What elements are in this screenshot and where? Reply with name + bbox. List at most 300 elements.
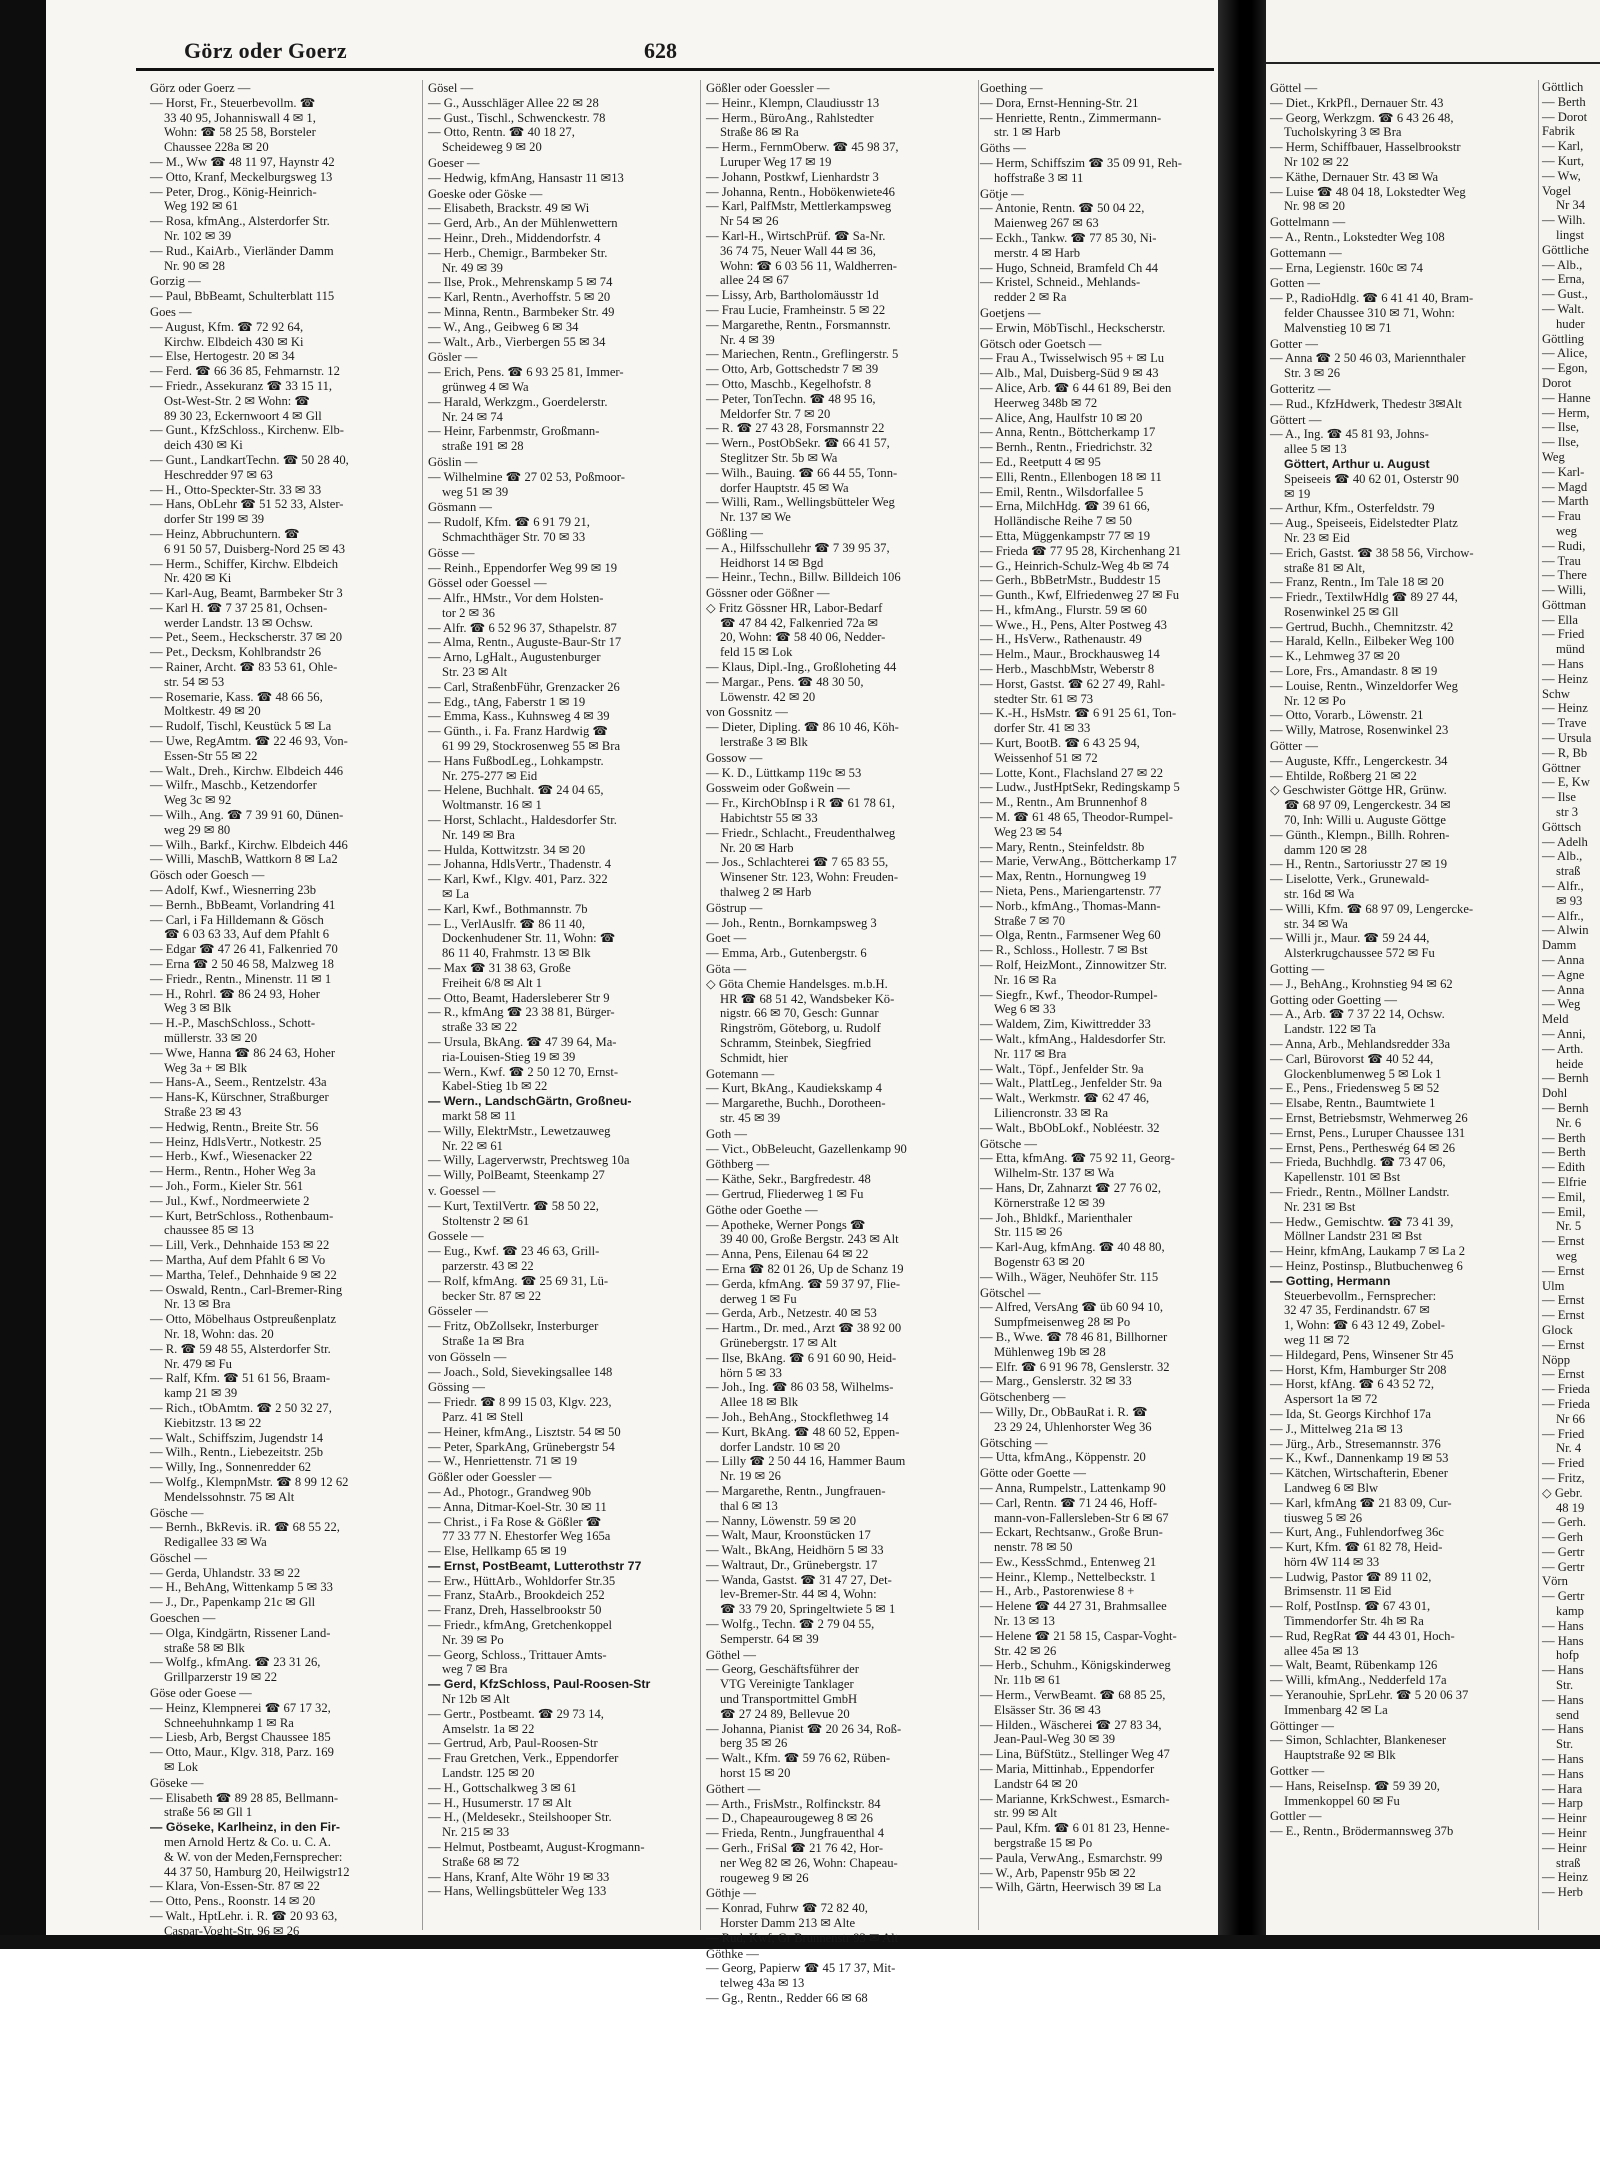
directory-line: Götsch oder Goetsch — — [980, 336, 1102, 351]
page-gutter — [1218, 0, 1266, 1945]
directory-line: — H., Otto-Speckter-Str. 33 ✉ 33 — [150, 482, 322, 497]
directory-line: — Dorot — [1542, 109, 1588, 124]
directory-line: ner Weg 82 ✉ 26, Wohn: Chapeau- — [720, 1855, 898, 1870]
directory-line: Straße 86 ✉ Ra — [720, 125, 799, 140]
directory-line: — Eug., Kwf. ☎ 23 46 63, Grill- — [428, 1244, 600, 1259]
directory-line: Göstrup — — [706, 900, 763, 915]
directory-line: — Rolf, HeizMont., Zinnowitzer Str. — [980, 958, 1167, 973]
directory-line: — Kristel, Schneid., Mehlands- — [980, 275, 1141, 290]
directory-line: berg 35 ✉ 26 — [720, 1736, 788, 1751]
directory-line: — Adelh — [1542, 834, 1588, 849]
directory-line: Immenbarg 42 ✉ La — [1284, 1702, 1388, 1717]
directory-line: 33 40 95, Johanniswall 4 ✉ 1, — [164, 110, 316, 125]
directory-line: Schmachthäger Str. 70 ✉ 33 — [442, 529, 586, 544]
directory-line: — Frau A., Twisselwisch 95 + ✉ Lu — [980, 351, 1165, 366]
directory-line: — Otto, Maschb., Kegelhofstr. 8 — [706, 376, 872, 391]
directory-line: — Joh., Rentn., Bornkampsweg 3 — [706, 915, 877, 930]
directory-line: — Elisabeth ☎ 89 28 85, Bellmann- — [150, 1790, 339, 1805]
directory-line: — Hans — [1542, 1618, 1584, 1633]
directory-line: — Joh., Ing. ☎ 86 03 58, Wilhelms- — [706, 1380, 894, 1395]
directory-line: Malvenstieg 10 ✉ 71 — [1284, 320, 1392, 335]
directory-line: grünweg 4 ✉ Wa — [442, 379, 529, 394]
directory-line: Gösch oder Goesch — — [150, 868, 265, 883]
directory-line: — Helene ☎ 44 27 31, Brahmsallee — [980, 1599, 1167, 1614]
directory-line: Essen-Str 55 ✉ 22 — [164, 748, 258, 763]
directory-line: — Wilfr., Maschb., Ketzendorfer — [150, 778, 317, 793]
directory-line: — Emil, — [1542, 1189, 1586, 1204]
directory-line: — Klara, Von-Essen-Str. 87 ✉ 22 — [150, 1879, 320, 1894]
directory-line: telweg 43a ✉ 13 — [720, 1976, 805, 1991]
directory-line: — Otto, Möbelhaus Ostpreußenplatz — [150, 1312, 337, 1327]
directory-line: Gotteritz — — [1270, 381, 1331, 396]
directory-line: — Göseke, Karlheinz, in den Fir- — [150, 1820, 341, 1835]
directory-line: — A., Hilfsschullehr ☎ 7 39 95 37, — [706, 540, 890, 555]
directory-line: Fabrik — [1542, 124, 1575, 139]
directory-line: — Paul, Kfm. ☎ 6 01 81 23, Henne- — [980, 1821, 1170, 1836]
page-number: 628 — [644, 38, 677, 63]
directory-line: nigstr. 66 ✉ 70, Gesch: Gunnar — [720, 1006, 879, 1021]
directory-line: — Helene ☎ 21 58 15, Caspar-Voght- — [980, 1628, 1177, 1643]
directory-line: — Kurt, BkAng., Kaudiekskamp 4 — [706, 1081, 882, 1096]
directory-line: — Edg., tAng, Faberstr 1 ✉ 19 — [428, 694, 586, 709]
directory-line: — A., Rentn., Lokstedter Weg 108 — [1270, 229, 1445, 244]
directory-line: — Herm., Schiffer, Kirchw. Elbdeich — [150, 556, 338, 571]
directory-line: Möllner Landstr 231 ✉ Bst — [1284, 1229, 1422, 1244]
directory-line: Chaussee 228a ✉ 20 — [164, 140, 269, 155]
directory-line: Gösmann — — [428, 500, 493, 515]
directory-line: — Helene, Buchhalt. ☎ 24 04 65, — [428, 783, 604, 798]
directory-line: — R., kfmAng ☎ 23 38 81, Bürger- — [428, 1005, 615, 1020]
directory-line: Gorzig — — [150, 274, 201, 289]
directory-line: — Hedwig, Rentn., Breite Str. 56 — [150, 1119, 319, 1134]
directory-line: — Heinr., Techn., Billw. Billdeich 106 — [706, 570, 901, 585]
directory-line: — Liselotte, Verk., Grunewald- — [1270, 872, 1430, 887]
directory-line: — Arthur, Kfm., Osterfeldstr. 79 — [1270, 501, 1435, 516]
directory-line: — Ernst — [1542, 1234, 1585, 1249]
directory-line: — Pet., Decksm, Kohlbrandstr 26 — [150, 645, 322, 660]
directory-line: — Heinz, HdlsVertr., Notkestr. 25 — [150, 1134, 322, 1149]
directory-line: ◇ Gebr. — [1542, 1485, 1583, 1500]
directory-line: Nr 54 ✉ 26 — [720, 214, 779, 229]
directory-line: Caspar-Voght-Str. 96 ✉ 26 — [164, 1923, 300, 1938]
directory-line: — Heiner, kfmAng., Lisztstr. 54 ✉ 50 — [428, 1424, 621, 1439]
directory-line: — Hans-A., Seem., Rentzelstr. 43a — [150, 1075, 327, 1090]
directory-line: — Herm., Rentn., Hoher Weg 3a — [150, 1164, 316, 1179]
directory-line: — Otto, Maur., Klgv. 318, Parz. 169 — [150, 1745, 334, 1760]
directory-line: — Louise, Rentn., Winzeldorfer Weg — [1270, 678, 1458, 693]
directory-line: Nr. 24 ✉ 74 — [442, 409, 503, 424]
directory-line: — Kurt, Ang., Fuhlendorfweg 36c — [1270, 1525, 1444, 1540]
directory-line: — Gunth., Kwf, Elfriedenweg 27 ✉ Fu — [980, 588, 1180, 603]
directory-line: — Waltraut, Dr., Grünebergstr. 17 — [706, 1557, 878, 1572]
directory-line: — Gertr — [1542, 1544, 1585, 1559]
directory-line: Weg 6 ✉ 33 — [994, 1002, 1056, 1017]
directory-line: hörn 5 ✉ 33 — [720, 1365, 782, 1380]
directory-line: Holländische Reihe 7 ✉ 50 — [994, 514, 1132, 529]
directory-line: 48 19 — [1556, 1500, 1585, 1515]
column-rule — [1538, 80, 1539, 1930]
directory-line: Gößler oder Goessler — — [428, 1470, 552, 1485]
directory-line: — Alb., — [1542, 849, 1583, 864]
directory-line: — Horst, Kfm, Hamburger Str 208 — [1270, 1362, 1447, 1377]
directory-line: — Hans — [1542, 1722, 1584, 1737]
directory-line: — Margarethe, Buchh., Dorotheen- — [706, 1096, 886, 1111]
directory-line: — Willy, Lagerverwstr, Prechtsweg 10a — [428, 1153, 630, 1168]
directory-line: Meldorfer Str. 7 ✉ 20 — [720, 406, 831, 421]
directory-line: — Kurt, Kfm. ☎ 61 82 78, Heid- — [1270, 1540, 1443, 1555]
directory-line: Str. — [1556, 1737, 1574, 1752]
page-header — [136, 34, 1214, 71]
directory-line: weg 11 ✉ 72 — [1284, 1332, 1350, 1347]
directory-line: — Bernh — [1542, 1100, 1589, 1115]
directory-line: Nr 34 — [1556, 198, 1586, 213]
directory-line: Nr 102 ✉ 22 — [1284, 154, 1349, 169]
directory-line: — Bernh — [1542, 1071, 1589, 1086]
directory-line: Nr. 420 ✉ Ki — [164, 571, 232, 586]
directory-line: ✉ La — [442, 887, 469, 902]
directory-line: — Erna ☎ 2 50 46 58, Malzweg 18 — [150, 957, 334, 972]
directory-line: markt 58 ✉ 11 — [442, 1108, 517, 1123]
directory-line: Göttel — — [1270, 81, 1318, 95]
directory-line: Göttert — — [1270, 412, 1322, 427]
directory-line: — Martha, Auf dem Pfahlt 6 ✉ Vo — [150, 1252, 326, 1267]
directory-line: 86 11 40, Frahmstr. 13 ✉ Blk — [442, 946, 591, 961]
directory-line: — Walt., HptLehr. i. R. ☎ 20 93 63, — [150, 1909, 338, 1924]
directory-line: Glockenblumenweg 5 ✉ Lok 1 — [1284, 1066, 1442, 1081]
directory-line: — Hans — [1542, 1633, 1584, 1648]
directory-line: — Alice, Arb. ☎ 6 44 61 89, Bei den — [980, 380, 1172, 395]
directory-line: dorfer Hauptstr. 45 ✉ Wa — [720, 480, 849, 495]
directory-line: — Wilh, Gärtn, Heerwisch 39 ✉ La — [980, 1880, 1162, 1895]
directory-line: ◇ Fritz Gössner HR, Labor-Bedarf — [706, 600, 883, 615]
directory-line: — Elsabe, Rentn., Baumtwiete 1 — [1270, 1096, 1436, 1111]
directory-line: — Ernst, Pens., Pertheswég 64 ✉ 26 — [1270, 1140, 1456, 1155]
directory-line: — Johanna, Rentn., Hobökenwiete46 — [706, 184, 895, 199]
directory-line: Goetjens — — [980, 305, 1041, 320]
directory-line: — Johanna, Pianist ☎ 20 26 34, Roß- — [706, 1721, 902, 1736]
directory-line: — Arth., FrisMstr., Rolfinckstr. 84 — [706, 1796, 881, 1811]
directory-line: Nr. 275-277 ✉ Eid — [442, 768, 538, 783]
directory-line: Göttsch — [1542, 819, 1582, 834]
directory-line: — Anna — [1542, 953, 1585, 968]
directory-line: — Johanna, HdlsVertr., Thadenstr. 4 — [428, 857, 612, 872]
directory-line: Gössel oder Goessel — — [428, 576, 547, 591]
directory-line: Nr. 23 ✉ Eid — [1284, 530, 1350, 545]
directory-line: Grünebergstr. 17 ✉ Alt — [720, 1335, 837, 1350]
directory-line: — Alice, — [1542, 346, 1588, 361]
directory-line: — Diet., KrkPfl., Dernauer Str. 43 — [1270, 95, 1444, 110]
directory-line: Luruper Weg 17 ✉ 19 — [720, 154, 832, 169]
directory-line: — Emil, Rentn., Wilsdorfallee 5 — [980, 484, 1144, 499]
directory-line: — R. ☎ 27 43 28, Forsmannstr 22 — [706, 421, 885, 436]
directory-line: — Anna, Arb., Mehlandsredder 33a — [1270, 1037, 1451, 1051]
directory-line: Gotting — — [1270, 962, 1325, 977]
directory-line: Weg 3c ✉ 92 — [164, 793, 232, 808]
directory-line: — Willy, ElektrMstr., Lewetzauweg — [428, 1123, 611, 1138]
directory-line: — Alma, Rentn., Auguste-Baur-Str 17 — [428, 635, 622, 650]
column-rule — [978, 80, 979, 1930]
directory-line: — Peter, SparkAng, Grünebergstr 54 — [428, 1439, 615, 1454]
directory-line: Moltkestr. 49 ✉ 20 — [164, 704, 261, 719]
directory-line: Sumpfmeisenweg 28 ✉ Po — [994, 1315, 1131, 1330]
directory-line: men Arnold Hertz & Co. u. C. A. — [164, 1835, 331, 1850]
directory-line: allee 45a ✉ 13 — [1284, 1643, 1359, 1658]
directory-line: — Fritz, — [1542, 1470, 1585, 1485]
directory-line: — Käthe, Dernauer Str. 43 ✉ Wa — [1270, 169, 1439, 184]
directory-line: — Herm., BüroAng., Rahlstedter — [706, 110, 874, 125]
directory-line: ☎ 6 03 63 33, Auf dem Pfahlt 6 — [164, 927, 330, 942]
directory-line: — Walt., PlattLeg., Jenfelder Str. 9a — [980, 1076, 1163, 1091]
directory-line: Vörn — [1542, 1574, 1568, 1589]
directory-line: — Karl, Kwf., Bothmannstr. 7b — [428, 901, 588, 916]
directory-line: — M., Ww ☎ 48 11 97, Haynstr 42 — [150, 154, 335, 169]
directory-line: — Wolfg., kfmAng. ☎ 23 31 26, — [150, 1655, 321, 1670]
directory-line: tiusweg 5 ✉ 26 — [1284, 1510, 1363, 1525]
directory-line: 23 29 24, Uhlenhorster Weg 36 — [994, 1419, 1152, 1434]
directory-line: — Frieda — [1542, 1396, 1590, 1411]
directory-line: Habichtstr 55 ✉ 33 — [720, 811, 818, 826]
directory-line: — Karl, kfmAng ☎ 21 83 09, Cur- — [1270, 1495, 1452, 1510]
directory-line: — Adolf, Kwf., Wiesnerring 23b — [150, 883, 317, 898]
directory-line: — Olga, Rentn., Farmsener Weg 60 — [980, 928, 1161, 943]
directory-line: — Rudolf, Tischl, Keustück 5 ✉ La — [150, 719, 332, 734]
directory-line: — Gertr., Postbeamt. ☎ 29 73 14, — [428, 1706, 604, 1721]
directory-line: becker Str. 87 ✉ 22 — [442, 1288, 542, 1303]
directory-line: — Gerda, Uhlandstr. 33 ✉ 22 — [150, 1565, 301, 1580]
directory-line: — Georg, Papierw ☎ 45 17 37, Mit- — [706, 1961, 896, 1976]
directory-line: Göse oder Goese — — [150, 1686, 252, 1701]
directory-line: — Ludw., JustHptSekr, Redingskamp 5 — [980, 780, 1180, 795]
directory-line: Mühlenweg 19b ✉ 28 — [994, 1344, 1106, 1359]
directory-line: lerstraße 3 ✉ Blk — [720, 735, 808, 750]
directory-line: — J., Mittelweg 21a ✉ 13 — [1270, 1421, 1403, 1436]
directory-line: Gösche — — [150, 1505, 204, 1520]
directory-line: Götte oder Goette — — [980, 1466, 1086, 1481]
directory-line: — Karl, PalfMstr, Mettlerkampsweg — [706, 199, 892, 214]
directory-line: — Ilse — [1542, 790, 1576, 805]
directory-line: — Wilh. — [1542, 213, 1586, 228]
directory-line: — Wilh., Ang. ☎ 7 39 91 60, Dünen- — [150, 808, 344, 823]
directory-line: — Erna, MilchHdg. ☎ 39 61 66, — [980, 499, 1150, 514]
directory-line: — Ilse, Prok., Mehrenskamp 5 ✉ 74 — [428, 275, 613, 290]
directory-line: Kirchw. Elbdeich 430 ✉ Ki — [164, 334, 304, 349]
directory-line: Landstr. 125 ✉ 20 — [442, 1766, 535, 1781]
directory-line: Gotter — — [1270, 336, 1318, 351]
directory-line: ◇ Geschwister Göttge HR, Grünw. — [1270, 783, 1447, 798]
directory-line: — Hildegard, Pens, Winsener Str 45 — [1270, 1347, 1454, 1362]
column-4 — [980, 80, 1216, 1930]
directory-line: 20, Wohn: ☎ 58 40 06, Nedder- — [720, 630, 886, 645]
directory-line: — Hilden., Wäscherei ☎ 27 83 34, — [980, 1717, 1162, 1732]
directory-line: str. 45 ✉ 39 — [720, 1110, 781, 1125]
directory-line: — Frieda — [1542, 1382, 1590, 1397]
directory-line: — Ursula, BkAng. ☎ 47 39 64, Ma- — [428, 1035, 617, 1049]
directory-line: Weg 3a + ✉ Blk — [164, 1060, 248, 1075]
directory-line: — Berth — [1542, 94, 1586, 109]
directory-line: — Hedw., Gemischtw. ☎ 73 41 39, — [1270, 1214, 1454, 1229]
directory-line: Göseke — — [150, 1775, 204, 1790]
directory-line: thal 6 ✉ 13 — [720, 1498, 778, 1513]
directory-line: Straße 23 ✉ 43 — [164, 1104, 242, 1119]
directory-line: — Aug., Speiseeis, Eidelstedter Platz — [1270, 516, 1458, 531]
directory-line: — Willy, Dr., ObBauRat i. R. ☎ — [980, 1404, 1148, 1419]
directory-line: — Olga, Kindgärtn, Rissener Land- — [150, 1625, 331, 1640]
directory-line: — Apotheke, Werner Pongs ☎ — [706, 1217, 866, 1232]
directory-line: Mendelssohnstr. 75 ✉ Alt — [164, 1489, 295, 1504]
directory-line: — Gerd, Arb., An der Mühlenwettern — [428, 216, 618, 231]
directory-line: Göslin — — [428, 454, 478, 469]
directory-line: tor 2 ✉ 36 — [442, 605, 495, 620]
directory-line: — There — [1542, 568, 1587, 583]
directory-line: — Carl, Bürovorst ☎ 40 52 44, — [1270, 1051, 1434, 1066]
directory-line: Immenkoppel 60 ✉ Fu — [1284, 1793, 1400, 1808]
directory-line: münd — [1556, 642, 1585, 657]
directory-line: huder — [1556, 316, 1585, 331]
directory-line: — H., HsVerw., Rathenaustr. 49 — [980, 632, 1142, 647]
directory-line: ◇ Göta Chemie Handelsges. m.b.H. — [706, 976, 888, 991]
directory-line: — Walt., Arb., Vierbergen 55 ✉ 34 — [428, 334, 606, 349]
directory-line: — Luise ☎ 48 04 18, Lokstedter Weg — [1270, 184, 1466, 199]
directory-line: Nr. 12 ✉ Po — [1284, 693, 1346, 708]
directory-line: Vogel — [1542, 183, 1572, 198]
directory-line: — Walt., Werkmstr. ☎ 62 47 46, — [980, 1091, 1150, 1106]
directory-line: 1, Wohn: ☎ 6 43 12 49, Zobel- — [1284, 1318, 1446, 1333]
directory-line: — Gertrud, Buchh., Chemnitzstr. 42 — [1270, 619, 1454, 634]
directory-line: Nr. 215 ✉ 33 — [442, 1825, 510, 1840]
directory-line: und Transportmittel GmbH — [720, 1692, 858, 1707]
directory-line: — Walt., Dreh., Kirchw. Elbdeich 446 — [150, 763, 344, 778]
directory-line: — K.-H., HsMstr. ☎ 6 91 25 61, Ton- — [980, 706, 1177, 721]
directory-line: ☎ 33 79 20, Springeltwiete 5 ✉ 1 — [720, 1602, 896, 1617]
directory-line: — Max ☎ 31 38 63, Große — [428, 961, 571, 976]
directory-line: — Gerh — [1542, 1530, 1583, 1545]
directory-line: — Erwin, MöbTischl., Heckscherstr. — [980, 320, 1166, 335]
directory-line: str. 34 ✉ Wa — [1284, 916, 1348, 931]
directory-line: — Ida, St. Georgs Kirchhof 17a — [1270, 1406, 1432, 1421]
directory-line: Grillparzerstr 19 ✉ 22 — [164, 1670, 278, 1685]
directory-line: — R. ☎ 59 48 55, Alsterdorfer Str. — [150, 1341, 331, 1356]
directory-line: — Hugo, Schneid, Bramfeld Ch 44 — [980, 260, 1159, 275]
directory-line: — Dieter, Dipling. ☎ 86 10 46, Köh- — [706, 720, 899, 735]
directory-line: — Rosa, kfmAng., Alsterdorfer Str. — [150, 214, 330, 229]
directory-line: kamp — [1556, 1604, 1584, 1619]
directory-line: — Heinr., Dreh., Middendorfstr. 4 — [428, 230, 601, 245]
directory-line: — Karl, — [1542, 139, 1584, 154]
directory-line: — Karl H. ☎ 7 37 25 81, Ochsen- — [150, 600, 328, 615]
directory-line: — Else, Hellkamp 65 ✉ 19 — [428, 1544, 567, 1559]
directory-line: — H., BehAng, Wittenkamp 5 ✉ 33 — [150, 1580, 333, 1595]
directory-line: müllerstr. 33 ✉ 20 — [164, 1031, 258, 1045]
directory-line: dorfer Str. 41 ✉ 33 — [994, 721, 1091, 736]
column-5 — [1270, 80, 1534, 1930]
directory-line: — Ernst, Pens., Luruper Chaussee 131 — [1270, 1125, 1466, 1140]
directory-line: von Gossnitz — — [706, 705, 788, 720]
directory-line: — Rosemarie, Kass. ☎ 48 66 56, — [150, 689, 323, 704]
directory-line: Nöpp — [1542, 1352, 1570, 1367]
directory-line: — Gerda, kfmAng. ☎ 59 37 97, Flie- — [706, 1276, 901, 1291]
directory-line: — Herb., MaschbMstr, Weberstr 8 — [980, 662, 1155, 677]
directory-line: — Friedr., Rentn., Minenstr. 11 ✉ 1 — [150, 971, 332, 986]
directory-line: Damm — [1542, 938, 1577, 953]
directory-line: — Magd — [1542, 479, 1588, 494]
directory-line: — Friedr., Schlacht., Freudenthalweg — [706, 825, 896, 840]
directory-line: ☎ 27 24 89, Bellevue 20 — [720, 1706, 850, 1721]
directory-line: — Klaus, Dipl.-Ing., Großloheting 44 — [706, 660, 897, 675]
directory-line: — Heinr., Klempn, Claudiusstr 13 — [706, 95, 880, 110]
directory-line: Ost-West-Str. 2 ✉ Wohn: ☎ — [164, 393, 311, 408]
directory-line: — Herm., VerwBeamt. ☎ 68 85 25, — [980, 1688, 1166, 1703]
directory-line: — Max, Rentn., Hornungweg 19 — [980, 869, 1147, 884]
directory-line: — Elfr. ☎ 6 91 96 78, Genslerstr. 32 — [980, 1359, 1170, 1374]
directory-line: Allee 18 ✉ Blk — [720, 1395, 799, 1410]
directory-line: Nr. 19 ✉ 26 — [720, 1469, 781, 1484]
directory-line: Göthje — — [706, 1886, 757, 1901]
directory-line: — A., Arb. ☎ 7 37 22 14, Ochsw. — [1270, 1007, 1445, 1022]
directory-line: Horster Damm 213 ✉ Alte — [720, 1916, 856, 1931]
directory-line: — Hans — [1542, 1766, 1584, 1781]
directory-line: — Erna, — [1542, 272, 1585, 287]
directory-line: — Friedr. ☎ 8 99 15 03, Klgv. 223, — [428, 1395, 612, 1410]
directory-line: — Otto, Arb, Gottschedstr 7 ✉ 39 — [706, 362, 879, 377]
directory-line: — Ferd. ☎ 66 36 85, Fehmarnstr. 12 — [150, 364, 340, 379]
directory-line: — Eckh., Tankw. ☎ 77 85 30, Ni- — [980, 230, 1157, 245]
directory-line: — Walt., Schiffszim, Jugendstr 14 — [150, 1430, 324, 1445]
directory-line: — Hans — [1542, 1692, 1584, 1707]
directory-line: — E., Rentn., Brödermannsweg 37b — [1270, 1824, 1454, 1839]
directory-line: — D., Chapeaurougeweg 8 ✉ 26 — [706, 1811, 873, 1826]
directory-line: — E, Kw — [1542, 775, 1590, 790]
directory-line: Nr. 231 ✉ Bst — [1284, 1199, 1356, 1214]
directory-line: parzerstr. 43 ✉ 22 — [442, 1258, 534, 1273]
directory-line: — Horst, kfAng. ☎ 6 43 52 72, — [1270, 1377, 1435, 1392]
directory-line: — Margar., Pens. ☎ 48 30 50, — [706, 674, 864, 689]
directory-line: ✉ Lok — [164, 1760, 198, 1775]
directory-line: — Pet., Seem., Heckscherstr. 37 ✉ 20 — [150, 630, 343, 645]
column-1 — [150, 80, 418, 1938]
directory-line: damm 120 ✉ 28 — [1284, 842, 1367, 857]
directory-line: — Berth — [1542, 1145, 1586, 1160]
directory-line: dorfer Landstr. 10 ✉ 20 — [720, 1439, 841, 1454]
directory-line: — Arth. — [1542, 1041, 1584, 1056]
directory-line: — Wwe., H., Pens, Alter Postweg 43 — [980, 617, 1167, 632]
directory-line: str 3 — [1556, 805, 1579, 820]
directory-line: — Alwin — [1542, 923, 1589, 938]
directory-line: Nr 66 — [1556, 1411, 1586, 1426]
directory-line: Goeske oder Göske — — [428, 186, 543, 201]
directory-line: — Ernst, PostBeamt, Lutterothstr 77 — [428, 1558, 642, 1573]
directory-line: Wilhelm-Str. 137 ✉ Wa — [994, 1166, 1115, 1181]
directory-line: — M. ☎ 61 48 65, Theodor-Rumpel- — [980, 810, 1173, 825]
directory-line: Meld — [1542, 1012, 1569, 1027]
directory-line: — Walt., Töpf., Jenfelder Str. 9a — [980, 1061, 1144, 1076]
directory-line: Göttinger — — [1270, 1718, 1335, 1733]
directory-line: Heerweg 348b ✉ 72 — [994, 395, 1098, 410]
directory-line: — Willi, kfmAng., Nedderfeld 17a — [1270, 1673, 1447, 1688]
directory-line: — Anna, Pens, Eilenau 64 ✉ 22 — [706, 1247, 869, 1262]
directory-line: — Hans, ReiseInsp. ☎ 59 39 20, — [1270, 1778, 1440, 1793]
directory-line: — Walt, Maur, Kroonstücken 17 — [706, 1528, 871, 1543]
directory-line: Götschenberg — — [980, 1390, 1066, 1405]
directory-line: Straße 7 ✉ 70 — [994, 913, 1066, 928]
directory-line: — Wern., Kwf. ☎ 2 50 12 70, Ernst- — [428, 1064, 619, 1079]
directory-line: Weissenhof 51 ✉ 72 — [994, 750, 1098, 765]
directory-line: — Helmut, Postbeamt, August-Krogmann- — [428, 1840, 645, 1855]
directory-line: — Trave — [1542, 716, 1587, 731]
directory-line: — Arno, LgHalt., Augustenburger — [428, 650, 601, 665]
directory-line: allee 24 ✉ 67 — [720, 273, 789, 288]
directory-line: — Horst, Gastst. ☎ 62 27 49, Rahl- — [980, 676, 1165, 691]
directory-line: — Peter, Drog., König-Heinrich- — [150, 184, 317, 199]
